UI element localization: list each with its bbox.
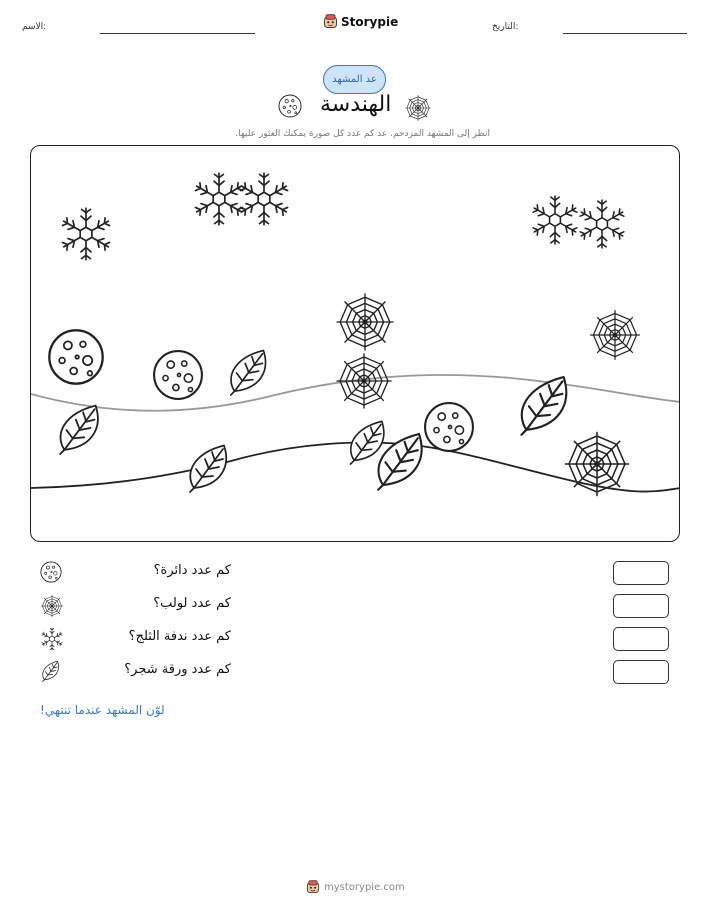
spiderweb-icon: [40, 594, 64, 618]
name-label: الاسم:: [22, 22, 47, 32]
leaf-icon: [60, 406, 98, 454]
storypie-logo-icon: [306, 880, 320, 894]
date-field[interactable]: [563, 33, 687, 34]
question-row-circle: [40, 561, 670, 587]
answer-box-circle[interactable]: [613, 561, 669, 585]
leaf-icon: [190, 446, 226, 493]
spiderweb-icon: [565, 432, 629, 496]
snowflake-icon: [40, 627, 64, 651]
topic-badge: عد المشهد: [323, 65, 386, 94]
question-row-spiral: [40, 594, 670, 620]
spiderweb-icon: [404, 94, 432, 122]
moon-icon: [154, 351, 202, 399]
question-row-snowflake: [40, 627, 670, 653]
brand-name: Storypie: [341, 14, 399, 29]
spiderweb-icon: [336, 293, 393, 350]
coloring-note: لوّن المشهد عندما تنتهي!: [40, 703, 165, 717]
question-row-leaf: [40, 660, 670, 686]
spiderweb-icon: [336, 353, 391, 408]
leaf-icon: [521, 377, 566, 435]
snowflake-icon: [61, 208, 111, 260]
answer-box-spiral[interactable]: [613, 594, 669, 618]
moon-icon: [49, 330, 102, 383]
snowflake-icon: [532, 196, 578, 244]
leaf-icon: [40, 660, 62, 682]
name-field[interactable]: [100, 33, 255, 34]
question-text: كم عدد ورقة شجر؟: [124, 662, 231, 677]
question-text: كم عدد ندفة الثلج؟: [128, 629, 231, 644]
question-text: كم عدد دائرة؟: [153, 563, 231, 578]
snowflake-icon: [194, 173, 244, 225]
page-title: الهندسة: [320, 92, 392, 117]
footer: [306, 880, 405, 894]
snowflake-icon: [579, 200, 625, 248]
question-text: كم عدد لولب؟: [153, 596, 231, 611]
moon-icon: [425, 403, 473, 451]
answer-box-snowflake[interactable]: [613, 627, 669, 651]
instructions: انظر إلى المشهد المزدحم. عد كم عدد كل صورة يمكنك العثور عليها.: [235, 129, 490, 139]
leaf-icon: [231, 350, 266, 395]
date-label: التاريخ:: [492, 22, 519, 32]
answer-box-leaf[interactable]: [613, 660, 669, 684]
footer-url[interactable]: mystorypie.com: [324, 881, 405, 893]
scene-drawing: [31, 146, 680, 542]
moon-icon: [40, 561, 62, 583]
snowflake-icon: [239, 173, 289, 225]
spiderweb-icon: [590, 310, 640, 360]
leaf-icon: [351, 421, 384, 464]
storypie-logo-icon: [323, 14, 338, 29]
brand-logo: [323, 14, 398, 29]
moon-icon: [278, 94, 302, 118]
counting-scene: [30, 145, 680, 542]
